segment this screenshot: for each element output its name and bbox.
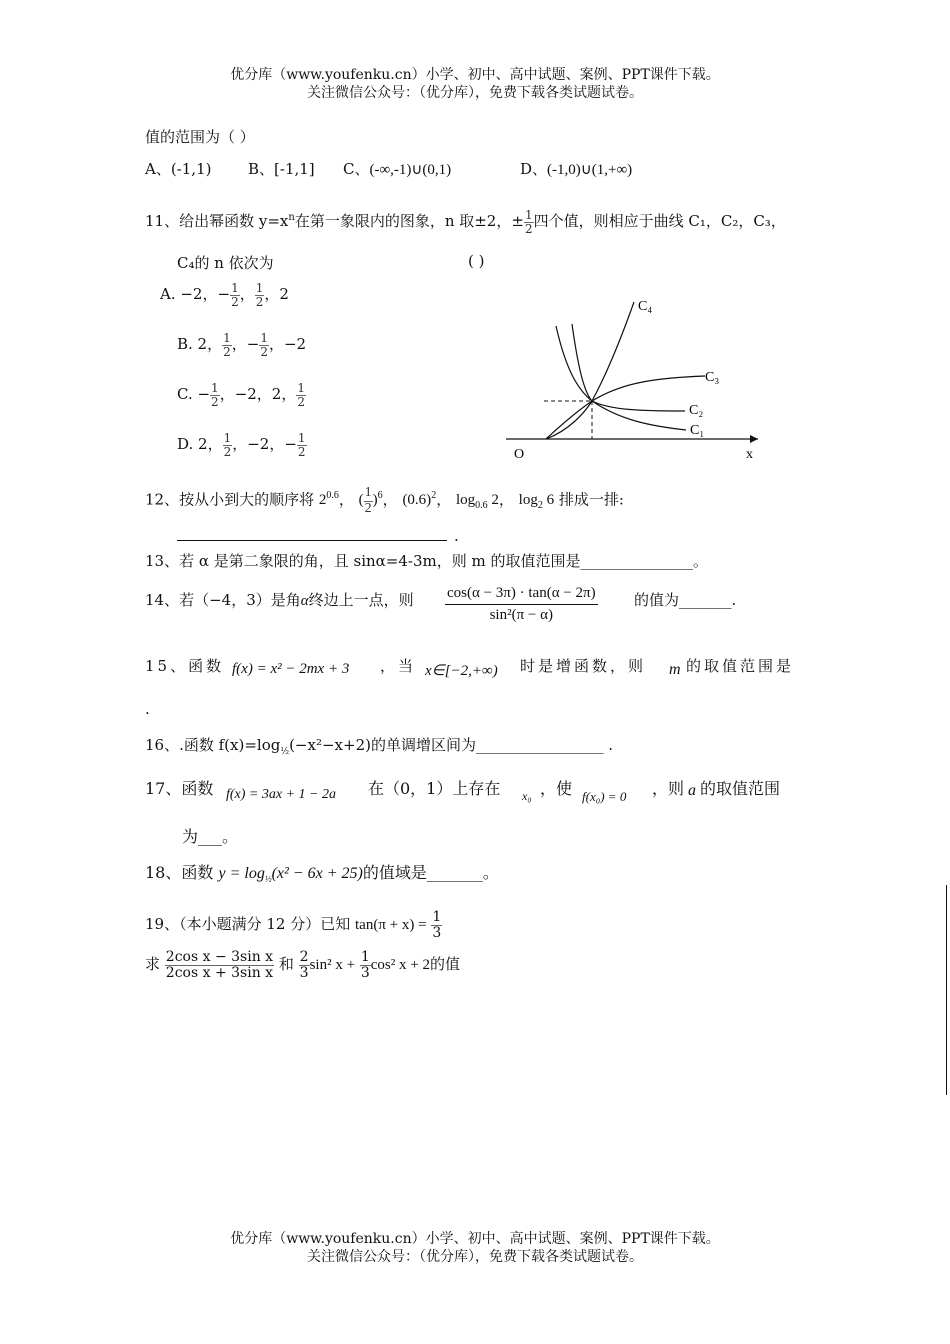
q10-option-a: A、(-1,1)	[145, 160, 212, 178]
x-axis-arrow	[750, 435, 758, 443]
q17-stem-a: 17、函数	[145, 779, 214, 798]
header-line-2: 关注微信公众号：（优分库），免费下载各类试题试卷。	[307, 85, 643, 101]
q11-line2: C₄的 n 依次为	[177, 254, 274, 272]
q10-option-d: D、(-1,0)∪(1,+∞)	[520, 160, 633, 178]
power-function-graph	[500, 292, 770, 467]
q17-line2: 为___。	[182, 827, 239, 846]
q11-option-d: D. 2， $\frac{1}{2}$ ，−2，− $\frac{1}{2}$	[177, 431, 306, 459]
q15-stem-c: 时是增函数，则	[520, 657, 647, 675]
q17-stem-c: ，使	[540, 779, 573, 798]
q10-stem: 值的范围为（ ）	[145, 128, 255, 146]
q14-fraction: cos(α − 3π) · tan(α − 2π) sin²(π − α)	[447, 585, 596, 623]
q15-expr: f(x) = x² − 2mx + 3	[232, 661, 350, 677]
q17-a: a	[688, 782, 696, 799]
q12-stem: 12、按从小到大的顺序将 $2^{0.6}$， ( $\frac{1}{2}$ )$^6$， $(0.6)^2$， $\log_{0.6} 2$， $\log_2 6$ 排成一排:	[145, 485, 624, 516]
q10-option-c: C、(-∞,-1)∪(0,1)	[343, 160, 452, 178]
q11-stem: 11、给出幂函数 $y=x^n$在第一象限内的图象，n 取±2，± $\frac{1}{2}$ 四个值，则相应于曲线 C₁，C₂，C₃，	[145, 208, 786, 236]
q17-x0: x₀	[522, 789, 532, 803]
q15-stem-d: 的取值范围是	[686, 657, 795, 675]
label-c1: C₁	[690, 423, 705, 438]
q17-expr2: f(x₀) = 0	[582, 789, 627, 804]
q10-option-b: B、[-1,1]	[248, 160, 315, 178]
label-c2: C₂	[689, 403, 704, 418]
label-origin: O	[514, 447, 525, 462]
q19-stem: 19、（本小题满分 12 分）已知 tan(π + x) = $\frac{1}{3}$	[145, 909, 442, 941]
q15-stem-b: ，当	[380, 657, 417, 675]
q17-stem-b: 在（0，1）上存在	[368, 779, 501, 798]
q12-answer-line[interactable]	[177, 540, 447, 541]
header-line-1: 优分库（www.youfenku.cn）小学、初中、高中试题、案例、PPT课件下载。	[230, 67, 720, 83]
q11-option-c: C. − $\frac{1}{2}$ ，−2，2， $\frac{1}{2}$	[177, 381, 305, 409]
q12-end: .	[454, 527, 459, 545]
q15-domain: x∈[−2,+∞)	[425, 663, 498, 679]
curve-c4	[546, 302, 634, 439]
q13-text: 13、若 α 是第二象限的角，且 sinα=4-3m，则 m 的取值范围是_______________。	[145, 552, 709, 570]
q11-option-a: A. −2，− $\frac{1}{2}$ ， $\frac{1}{2}$ ，2	[160, 281, 289, 309]
footer-line-2: 关注微信公众号：（优分库），免费下载各类试题试卷。	[307, 1249, 643, 1265]
margin-line	[946, 885, 947, 1095]
q17-stem-e: 的取值范围	[700, 779, 781, 798]
q14-stem: 14、若（−4，3）是角α终边上一点，则	[145, 591, 414, 609]
label-x: x	[746, 447, 753, 462]
q15-m: m	[669, 661, 681, 678]
q18-stem: 18、函数 $y = \log_{\frac{1}{2}}(x^2 - 6x + 25)$的值域是_______。	[145, 863, 499, 885]
q17-expr: f(x) = 3ax + 1 − 2a	[226, 787, 336, 802]
q16-text: 16、.函数 $f(x)=\log_{\frac{1}{2}}(-x^2-x+2)$的单调增区间为_________________ .	[145, 736, 613, 757]
footer-line-1: 优分库（www.youfenku.cn）小学、初中、高中试题、案例、PPT课件下载。	[230, 1231, 720, 1247]
q11-answer-paren: ( )	[468, 252, 485, 270]
q15-stem-a: 15、函数	[145, 657, 225, 675]
q11-option-b: B. 2， $\frac{1}{2}$ ，− $\frac{1}{2}$ ，−2	[177, 331, 307, 359]
label-c4: C₄	[638, 299, 653, 314]
q19-line2: 求 $\frac{\text{2cos x − 3sin x}}{\text{2cos x + 3sin x}}$ 和 $\frac{2}{3}$ sin² x + $\frac{1}{3}$ cos² x + 2的值	[145, 949, 460, 981]
q14-tail: 的值为_______.	[634, 591, 737, 609]
q17-stem-d: ，则	[652, 779, 685, 798]
label-c3: C₃	[705, 370, 720, 385]
q15-end: .	[145, 700, 150, 718]
